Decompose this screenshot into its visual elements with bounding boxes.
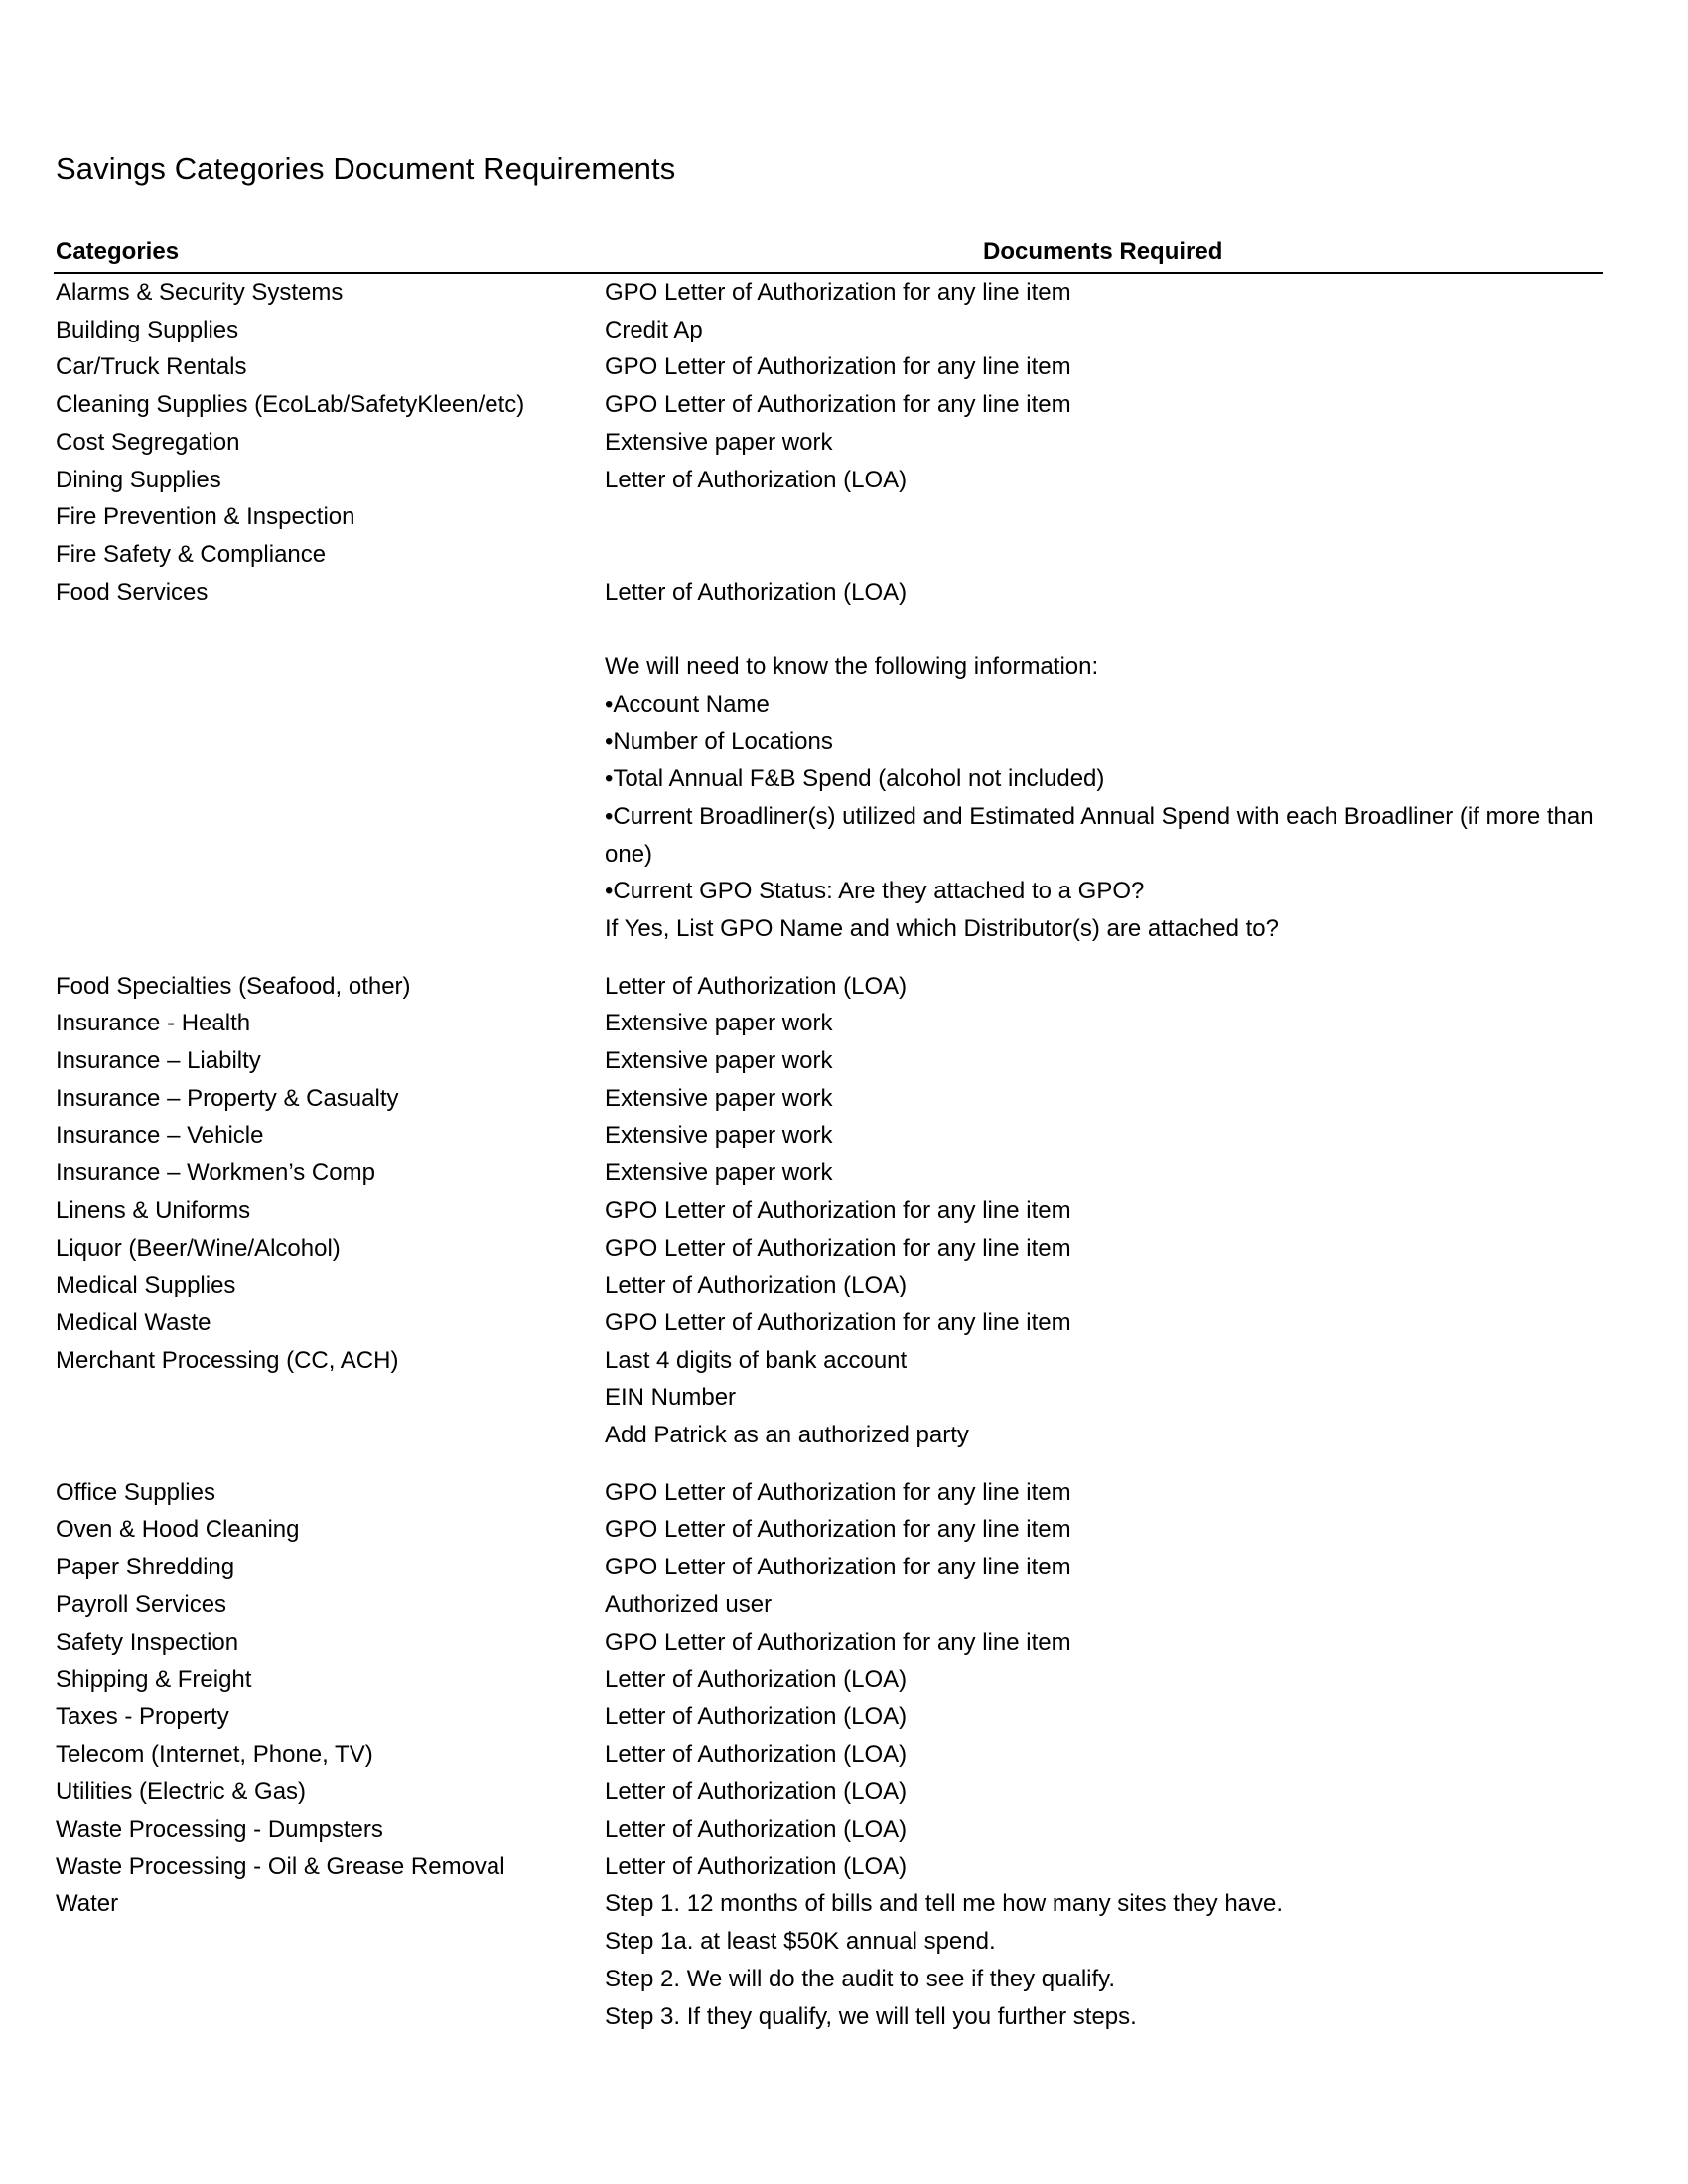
document-line: •Current GPO Status: Are they attached to a GPO? [605, 878, 1145, 905]
document-line: Letter of Authorization (LOA) [605, 1703, 908, 1730]
documents-cell [605, 274, 1608, 312]
category-cell: Building Supplies [56, 316, 239, 343]
category-cell: Cleaning Supplies (EcoLab/SafetyKleen/etc) [56, 391, 525, 419]
documents-cell [605, 1155, 1608, 1192]
documents-cell [605, 1342, 1608, 1454]
table-header [54, 236, 1603, 274]
table-row [56, 1848, 1605, 1886]
table-row [56, 1811, 1605, 1848]
category-cell: Linens & Uniforms [56, 1196, 251, 1224]
documents-cell [605, 1811, 1608, 1848]
documents-cell [605, 1042, 1608, 1080]
category-cell: Medical Supplies [56, 1272, 236, 1299]
document-line: GPO Letter of Authorization for any line item [605, 1478, 1071, 1506]
document-line: GPO Letter of Authorization for any line item [605, 1196, 1071, 1224]
table-row [56, 1699, 1605, 1736]
documents-cell [605, 1005, 1608, 1042]
category-cell: Fire Safety & Compliance [56, 540, 327, 568]
category-cell: Insurance – Workmen’s Comp [56, 1160, 375, 1187]
document-line: GPO Letter of Authorization for any line item [605, 279, 1071, 306]
category-cell: Medical Waste [56, 1308, 211, 1336]
table-row [56, 312, 1605, 349]
table-row [56, 498, 1605, 536]
document-line: Credit Ap [605, 316, 703, 343]
documents-cell [605, 1848, 1608, 1886]
document-line: Extensive paper work [605, 1010, 833, 1037]
documents-cell [605, 1624, 1608, 1662]
table-row [56, 1080, 1605, 1118]
table-row [56, 1624, 1605, 1662]
category-cell: Insurance - Health [56, 1010, 251, 1037]
table-row [56, 1773, 1605, 1811]
document-line [605, 498, 1608, 536]
document-line: Add Patrick as an authorized party [605, 1422, 969, 1449]
table-row [56, 1549, 1605, 1586]
documents-cell [605, 536, 1608, 574]
documents-cell [605, 348, 1608, 386]
category-cell: Dining Supplies [56, 466, 221, 493]
category-cell: Office Supplies [56, 1478, 215, 1506]
table-row [56, 462, 1605, 499]
table-row [56, 348, 1605, 386]
document-line: GPO Letter of Authorization for any line item [605, 1308, 1071, 1336]
document-line: Extensive paper work [605, 1084, 833, 1112]
documents-cell [605, 424, 1608, 462]
category-cell: Liquor (Beer/Wine/Alcohol) [56, 1234, 341, 1262]
category-cell: Car/Truck Rentals [56, 353, 247, 381]
table-row [56, 1042, 1605, 1080]
documents-cell [605, 1773, 1608, 1811]
category-cell: Insurance – Property & Casualty [56, 1084, 399, 1112]
documents-cell [605, 1230, 1608, 1268]
documents-cell [605, 968, 1608, 1006]
document-line: •Current Broadliner(s) utilized and Estimated Annual Spend with each Broadliner (if more than one) [605, 802, 1594, 868]
document-line: Step 2. We will do the audit to see if they qualify. [605, 1965, 1116, 1992]
documents-cell [605, 1699, 1608, 1736]
documents-cell [605, 312, 1608, 349]
documents-cell [605, 498, 1608, 536]
requirements-table [56, 274, 1605, 2035]
document-line: Extensive paper work [605, 1122, 833, 1150]
category-cell: Insurance – Liabilty [56, 1047, 261, 1075]
document-line: GPO Letter of Authorization for any line item [605, 1516, 1071, 1544]
document-line: Letter of Authorization (LOA) [605, 1272, 908, 1299]
document-line: GPO Letter of Authorization for any line item [605, 1554, 1071, 1581]
document-line: Last 4 digits of bank account [605, 1346, 908, 1374]
category-cell: Food Services [56, 578, 209, 606]
documents-cell [605, 1511, 1608, 1549]
document-line: GPO Letter of Authorization for any line item [605, 353, 1071, 381]
document-line: Extensive paper work [605, 1047, 833, 1075]
documents-cell [605, 574, 1608, 948]
document-line: Letter of Authorization (LOA) [605, 1852, 908, 1880]
category-cell: Food Specialties (Seafood, other) [56, 972, 411, 1000]
document-line: Letter of Authorization (LOA) [605, 1778, 908, 1806]
document-line: Letter of Authorization (LOA) [605, 578, 908, 606]
table-row [56, 1474, 1605, 1512]
table-row [56, 1511, 1605, 1549]
table-row [56, 1885, 1605, 2035]
documents-cell [605, 1736, 1608, 1774]
documents-cell [605, 1885, 1608, 2035]
documents-cell [605, 1304, 1608, 1342]
document-line [605, 611, 1608, 648]
document-line: Authorized user [605, 1590, 773, 1618]
page-title: Savings Categories Document Requirements [56, 151, 676, 186]
document-line [605, 536, 1608, 574]
document-line: Letter of Authorization (LOA) [605, 972, 908, 1000]
category-cell: Utilities (Electric & Gas) [56, 1778, 307, 1806]
table-row [56, 574, 1605, 948]
header-documents-required: Documents Required [983, 238, 1223, 265]
table-row [56, 386, 1605, 424]
document-line: •Account Name [605, 690, 770, 718]
table-row [56, 274, 1605, 312]
document-line: GPO Letter of Authorization for any line item [605, 1234, 1071, 1262]
document-line: Step 1. 12 months of bills and tell me how many sites they have. [605, 1890, 1284, 1918]
document-line: GPO Letter of Authorization for any line item [605, 1628, 1071, 1656]
category-cell: Fire Prevention & Inspection [56, 503, 355, 531]
category-cell: Insurance – Vehicle [56, 1122, 264, 1150]
table-row [56, 1005, 1605, 1042]
category-cell: Safety Inspection [56, 1628, 239, 1656]
table-row [56, 424, 1605, 462]
table-row [56, 1342, 1605, 1454]
category-cell: Water [56, 1890, 119, 1918]
documents-cell [605, 1474, 1608, 1512]
document-line: •Number of Locations [605, 728, 833, 755]
documents-cell [605, 1080, 1608, 1118]
table-row [56, 1267, 1605, 1304]
documents-cell [605, 1117, 1608, 1155]
table-row [56, 1155, 1605, 1192]
document-line: Extensive paper work [605, 428, 833, 456]
header-categories: Categories [56, 238, 180, 265]
document-line: Letter of Authorization (LOA) [605, 1740, 908, 1768]
category-cell: Merchant Processing (CC, ACH) [56, 1346, 399, 1374]
table-row [56, 1736, 1605, 1774]
category-cell: Waste Processing - Oil & Grease Removal [56, 1852, 505, 1880]
document-line: Letter of Authorization (LOA) [605, 466, 908, 493]
category-cell: Waste Processing - Dumpsters [56, 1816, 383, 1843]
category-cell: Alarms & Security Systems [56, 279, 344, 306]
document-line: Step 1a. at least $50K annual spend. [605, 1928, 996, 1956]
table-row [56, 1230, 1605, 1268]
table-row [56, 536, 1605, 574]
table-row [56, 1661, 1605, 1699]
documents-cell [605, 462, 1608, 499]
table-row [56, 1586, 1605, 1624]
table-row [56, 1117, 1605, 1155]
documents-cell [605, 1586, 1608, 1624]
documents-cell [605, 1267, 1608, 1304]
document-line: Letter of Authorization (LOA) [605, 1666, 908, 1694]
table-row [56, 1304, 1605, 1342]
category-cell: Shipping & Freight [56, 1666, 252, 1694]
document-line: Extensive paper work [605, 1160, 833, 1187]
document-line: EIN Number [605, 1384, 737, 1412]
documents-cell [605, 1192, 1608, 1230]
document-line: We will need to know the following information: [605, 652, 1099, 680]
table-row [56, 968, 1605, 1006]
documents-cell [605, 1549, 1608, 1586]
documents-cell [605, 1661, 1608, 1699]
category-cell: Paper Shredding [56, 1554, 235, 1581]
document-line: •Total Annual F&B Spend (alcohol not included) [605, 765, 1105, 793]
table-row [56, 1192, 1605, 1230]
category-cell: Payroll Services [56, 1590, 227, 1618]
category-cell: Telecom (Internet, Phone, TV) [56, 1740, 373, 1768]
document-line: Step 3. If they qualify, we will tell you further steps. [605, 2002, 1137, 2030]
category-cell: Cost Segregation [56, 428, 240, 456]
category-cell: Taxes - Property [56, 1703, 229, 1730]
document-line: If Yes, List GPO Name and which Distributor(s) are attached to? [605, 914, 1279, 942]
document-line: Letter of Authorization (LOA) [605, 1816, 908, 1843]
documents-cell [605, 386, 1608, 424]
category-cell: Oven & Hood Cleaning [56, 1516, 300, 1544]
document-line: GPO Letter of Authorization for any line item [605, 391, 1071, 419]
